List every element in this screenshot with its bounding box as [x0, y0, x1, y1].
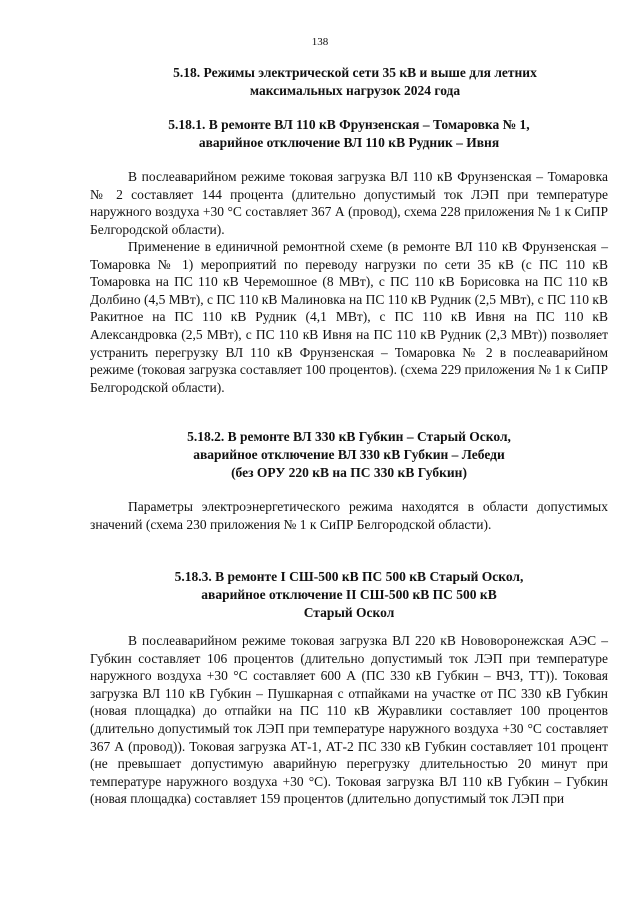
- subsection-1-title-line-1: 5.18.1. В ремонте ВЛ 110 кВ Фрунзенская – Томаровка № 1,: [168, 117, 530, 132]
- section-title: [110, 64, 600, 100]
- subsection-2-title-line-3: (без ОРУ 220 кВ на ПС 330 кВ Губкин): [231, 465, 467, 480]
- subsection-2-paragraph-1: Параметры электроэнергетического режима находятся в области допустимых значений (схема 230 приложения № 1 к СиПР Белгородской области).: [90, 499, 608, 532]
- section-title-line-2: максимальных нагрузок 2024 года: [249, 83, 461, 98]
- subsection-3-title-line-2: аварийное отключение II СШ-500 кВ ПС 500 кВ: [201, 587, 497, 602]
- subsection-1-paragraph-2: Применение в единичной ремонтной схеме (в ремонте ВЛ 110 кВ Фрунзенская – Томаровка № 1) мероприятий по переводу нагрузки по сети 35 кВ (с ПС 110 кВ Томаровка на ПС 110 кВ Черемошное (8 МВт), с ПС 110 кВ Борисовка на ПС 110 кВ Долбино (4,5 МВт), с ПС 110 кВ Малиновка на ПС 110 кВ Рудник (2,5 МВт), с ПС 110 кВ Ракитное на ПС 110 кВ Рудник (4,1 МВт), с ПС 110 кВ Ивня на ПС 110 кВ Александровка (2,5 МВт), с ПС 110 кВ Ивня на ПС 110 кВ Рудник (2,3 МВт)) позволяет устранить перегрузку ВЛ 110 кВ Фрунзенская – Томаровка № 2 в послеаварийном режиме (токовая загрузка составляет 100 процентов). (схема 229 приложения № 1 к СиПР Белгородской области).: [90, 239, 608, 395]
- subsection-3-paragraph-1: В послеаварийном режиме токовая загрузка ВЛ 220 кВ Нововоронежская АЭС – Губкин составляет 106 процентов (длительно допустимый ток ЛЭП при температуре наружного воздуха +30 °С составляет 600 А (ПС 330 кВ Губкин – ВЧЗ, ТТ)). Токовая загрузка ВЛ 110 кВ Губкин – Пушкарная с отпайками на участке от ПС 330 кВ Губкин (новая площадка) до отпайки на ПС 110 кВ Журавлики составляет 100 процентов (длительно допустимый ток ЛЭП при температуре наружного воздуха +30 °С составляет 367 А (провод)). Токовая загрузка АТ-1, АТ-2 ПС 330 кВ Губкин составляет 101 процент (не превышает допустимую аварийную перегрузку длительностью 20 минут при температуре наружного воздуха +30 °С). Токовая загрузка ВЛ 110 кВ Губкин – Губкин (новая площадка) составляет 159 процентов (длительно допустимый ток ЛЭП при: [90, 633, 608, 807]
- subsection-3-title-line-3: Старый Оскол: [303, 605, 395, 620]
- subsection-2-title-line-2: аварийное отключение ВЛ 330 кВ Губкин – Лебеди: [193, 447, 505, 462]
- subsection-2-title-line-1: 5.18.2. В ремонте ВЛ 330 кВ Губкин – Старый Оскол,: [187, 429, 511, 444]
- subsection-1-paragraph-1: В послеаварийном режиме токовая загрузка ВЛ 110 кВ Фрунзенская – Томаровка № 2 составляет 144 процента (длительно допустимый ток ЛЭП при температуре наружного воздуха +30 °С составляет 367 А (провод), схема 228 приложения № 1 к СиПР Белгородской области).: [90, 169, 608, 237]
- subsection-1-title-line-2: аварийное отключение ВЛ 110 кВ Рудник – Ивня: [198, 135, 500, 150]
- subsection-3-title-line-1: 5.18.3. В ремонте I СШ-500 кВ ПС 500 кВ Старый Оскол,: [174, 569, 524, 584]
- page-number: 138: [311, 36, 329, 48]
- subsection-1-title: [90, 116, 608, 152]
- section-title-line-1: 5.18. Режимы электрической сети 35 кВ и выше для летних: [173, 65, 537, 80]
- subsection-3-title: [90, 568, 608, 622]
- subsection-2-title: [90, 428, 608, 482]
